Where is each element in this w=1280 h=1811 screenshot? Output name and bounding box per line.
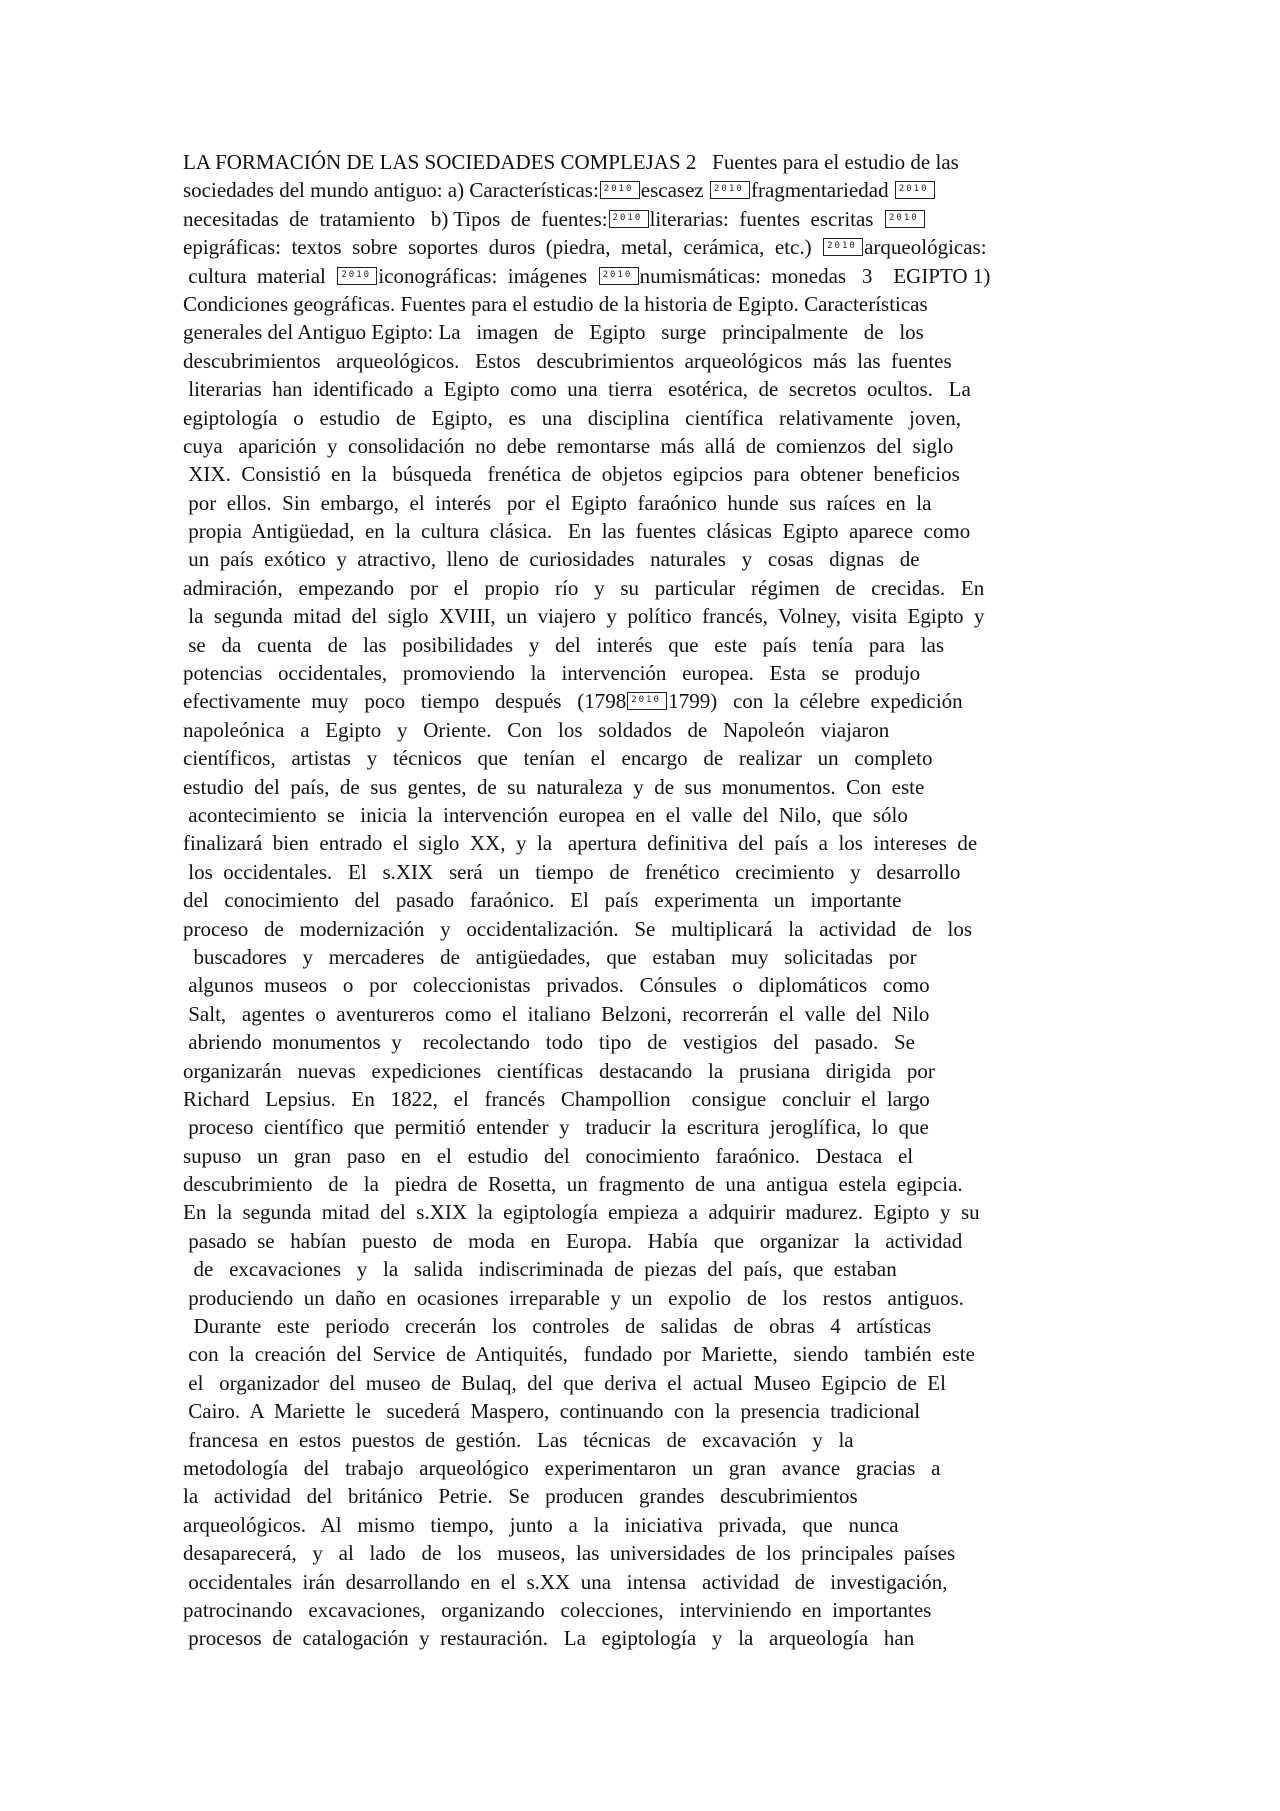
text-line: de excavaciones y la salida indiscriminada de piezas del país, que estaban (183, 1257, 897, 1282)
text-line: admiración, empezando por el propio río y su particular régimen de crecidas. En (183, 575, 985, 600)
text-line: cultura material 2010iconográficas: imágenes 2010numismáticas: monedas 3 EGIPTO 1) (183, 262, 1103, 290)
text-line: Cairo. A Mariette le sucederá Maspero, continuando con la presencia tradicional (183, 1399, 921, 1424)
text-line: sociedades del mundo antiguo: a) Características: 2010 escasez 2010fragmentariedad 2010 (183, 176, 1103, 204)
body-text (183, 148, 1103, 1653)
text-line: egiptología o estudio de Egipto, es una disciplina científica relativamente joven, (183, 405, 961, 430)
text-line: necesitadas de tratamiento b) Tipos de fuentes: 2010 literarias: fuentes escritas 2010 (183, 205, 1103, 233)
text-line: un país exótico y atractivo, lleno de curiosidades naturales y cosas dignas de (183, 547, 920, 572)
missing-glyph-icon (823, 238, 863, 256)
text-line: descubrimientos arqueológicos. Estos descubrimientos arqueológicos más las fuentes (183, 348, 952, 373)
text-line: XIX. Consistió en la búsqueda frenética de objetos egipcios para obtener beneficios (183, 462, 960, 487)
text-line: potencias occidentales, promoviendo la intervención europea. Esta se produjo (183, 661, 921, 686)
text-line: epigráficas: textos sobre soportes duros (piedra, metal, cerámica, etc.) 2010arqueológicas: (183, 233, 1103, 261)
text-line: la segunda mitad del siglo XVIII, un viajero y político francés, Volney, visita Egipto y (183, 604, 985, 629)
text-line: metodología del trabajo arqueológico experimentaron un gran avance gracias a (183, 1455, 941, 1480)
text-line: del conocimiento del pasado faraónico. El país experimenta un importante (183, 888, 902, 913)
missing-glyph-icon (337, 267, 377, 285)
text-line: literarias han identificado a Egipto como una tierra esotérica, de secretos ocultos. La (183, 377, 971, 402)
text-line: napoleónica a Egipto y Oriente. Con los soldados de Napoleón viajaron (183, 717, 890, 742)
text-line: finalizará bien entrado el siglo XX, y la apertura definitiva del país a los intereses de (183, 831, 978, 856)
text-line: la actividad del británico Petrie. Se producen grandes descubrimientos (183, 1484, 858, 1509)
text-line: algunos museos o por coleccionistas privados. Cónsules o diplomáticos como (183, 973, 930, 998)
text-line: científicos, artistas y técnicos que tenían el encargo de realizar un completo (183, 746, 933, 771)
missing-glyph-icon (885, 210, 925, 228)
text-line: francesa en estos puestos de gestión. Las técnicas de excavación y la (183, 1427, 854, 1452)
text-line: efectivamente muy poco tiempo después (1798 2010 1799) con la célebre expedición (183, 687, 1103, 715)
text-line: Durante este periodo crecerán los controles de salidas de obras 4 artísticas (183, 1314, 932, 1339)
text-line: generales del Antiguo Egipto: La imagen de Egipto surge principalmente de los (183, 320, 924, 345)
text-line: En la segunda mitad del s.XIX la egiptología empieza a adquirir madurez. Egipto y su (183, 1200, 980, 1225)
text-line: estudio del país, de sus gentes, de su naturaleza y de sus monumentos. Con este (183, 774, 925, 799)
text-line: proceso de modernización y occidentalización. Se multiplicará la actividad de los (183, 916, 972, 941)
text-line: Richard Lepsius. En 1822, el francés Champollion consigue concluir el largo (183, 1086, 930, 1111)
text-line: abriendo monumentos y recolectando todo tipo de vestigios del pasado. Se (183, 1030, 915, 1055)
text-line: el organizador del museo de Bulaq, del que deriva el actual Museo Egipcio de El (183, 1370, 946, 1395)
text-line: se da cuenta de las posibilidades y del interés que este país tenía para las (183, 632, 945, 657)
text-line: pasado se habían puesto de moda en Europa. Había que organizar la actividad (183, 1228, 963, 1253)
missing-glyph-icon (895, 181, 935, 199)
text-line: descubrimiento de la piedra de Rosetta, un fragmento de una antigua estela egipcia. (183, 1172, 963, 1197)
text-line: organizarán nuevas expediciones científicas destacando la prusiana dirigida por (183, 1058, 935, 1083)
text-line: produciendo un daño en ocasiones irreparable y un expolio de los restos antiguos. (183, 1285, 964, 1310)
text-line: acontecimiento se inicia la intervención europea en el valle del Nilo, que sólo (183, 802, 908, 827)
text-line: propia Antigüedad, en la cultura clásica. En las fuentes clásicas Egipto aparece como (183, 519, 971, 544)
missing-glyph-icon (627, 692, 667, 710)
text-line: Salt, agentes o aventureros como el italiano Belzoni, recorrerán el valle del Nilo (183, 1001, 930, 1026)
missing-glyph-icon (600, 181, 640, 199)
missing-glyph-icon (710, 181, 750, 199)
text-line: supuso un gran paso en el estudio del conocimiento faraónico. Destaca el (183, 1143, 914, 1168)
text-line: con la creación del Service de Antiquités, fundado por Mariette, siendo también este (183, 1342, 975, 1367)
text-line: procesos de catalogación y restauración. La egiptología y la arqueología han (183, 1626, 915, 1651)
text-line: los occidentales. El s.XIX será un tiempo de frenético crecimiento y desarrollo (183, 859, 961, 884)
text-line: LA FORMACIÓN DE LAS SOCIEDADES COMPLEJAS 2 Fuentes para el estudio de las (183, 150, 959, 174)
text-line: occidentales irán desarrollando en el s.XX una intensa actividad de investigación, (183, 1569, 948, 1594)
text-line: proceso científico que permitió entender y traducir la escritura jeroglífica, lo que (183, 1115, 929, 1140)
text-line: por ellos. Sin embargo, el interés por el Egipto faraónico hunde sus raíces en la (183, 490, 932, 515)
text-line: desaparecerá, y al lado de los museos, las universidades de los principales países (183, 1541, 956, 1566)
text-line: cuya aparición y consolidación no debe remontarse más allá de comienzos del siglo (183, 433, 954, 458)
text-line: buscadores y mercaderes de antigüedades, que estaban muy solicitadas por (183, 944, 917, 969)
text-line: Condiciones geográficas. Fuentes para el estudio de la historia de Egipto. Características (183, 291, 928, 316)
text-line: arqueológicos. Al mismo tiempo, junto a la iniciativa privada, que nunca (183, 1512, 899, 1537)
text-line: patrocinando excavaciones, organizando colecciones, interviniendo en importantes (183, 1597, 932, 1622)
missing-glyph-icon (609, 210, 649, 228)
missing-glyph-icon (599, 267, 639, 285)
